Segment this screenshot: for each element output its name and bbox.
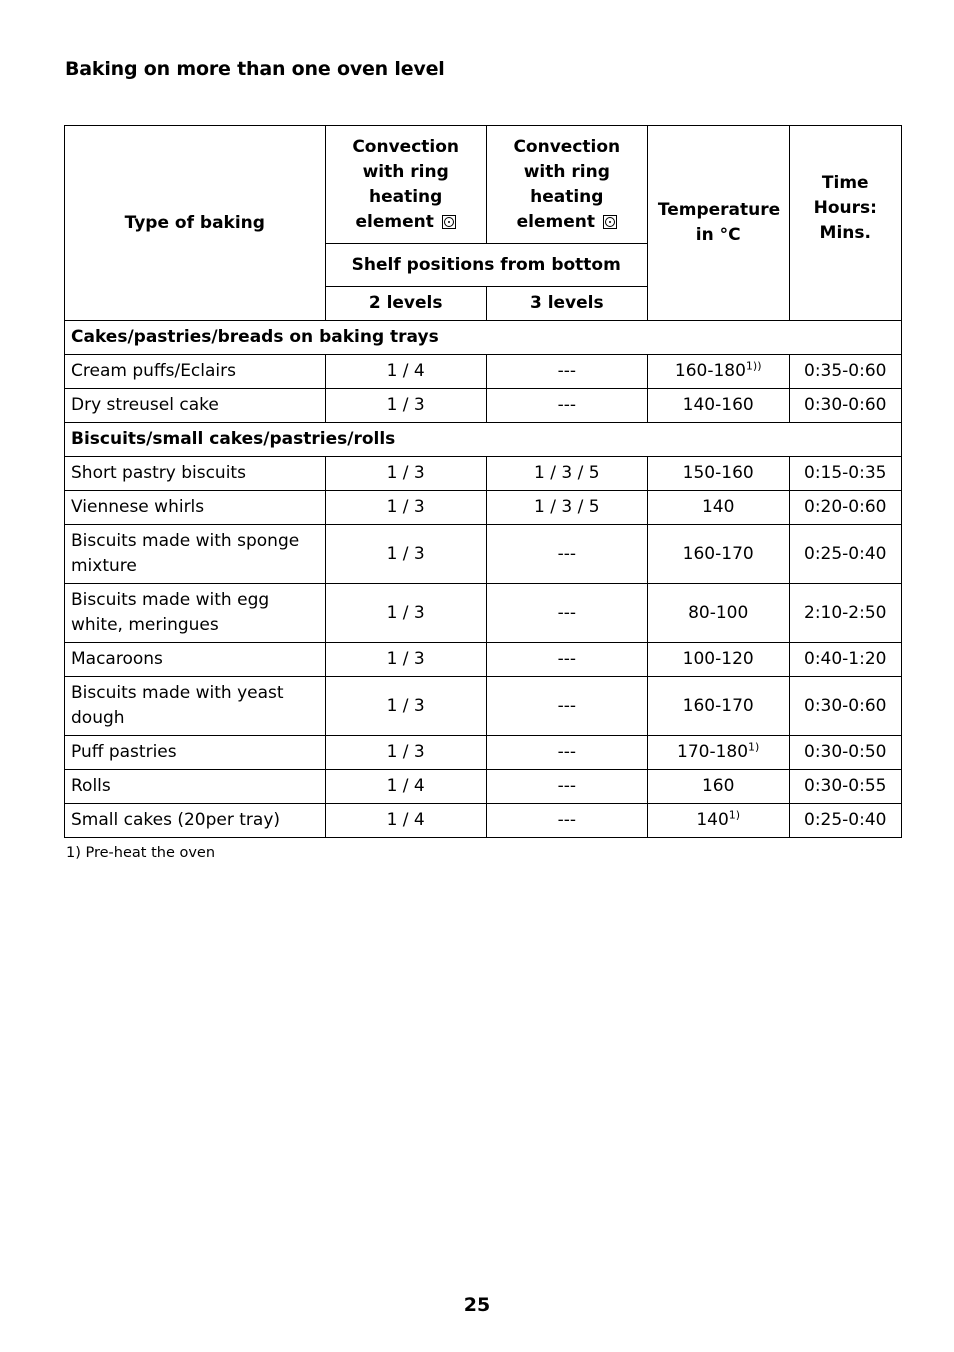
cell-3-levels: --- xyxy=(486,525,647,584)
header-2-levels: 2 levels xyxy=(325,287,486,321)
cell-time: 0:30-0:55 xyxy=(789,770,901,804)
header-temperature-label: Temperature in °C xyxy=(657,200,781,245)
cell-3-levels: --- xyxy=(486,804,647,838)
table-row xyxy=(65,736,902,770)
table-row xyxy=(65,389,902,423)
temperature-value: 80-100 xyxy=(688,602,749,623)
table-body xyxy=(65,321,902,838)
temperature-value: 140 xyxy=(701,497,735,517)
temperature-value: 160-170 xyxy=(682,543,754,564)
cell-type-of-baking: Small cakes (20per tray) xyxy=(65,804,326,838)
temperature-value: 140-160 xyxy=(682,395,754,415)
cell-3-levels: --- xyxy=(486,770,647,804)
section-title: Cakes/pastries/breads on baking trays xyxy=(65,321,902,355)
cell-2-levels: 1 / 3 xyxy=(325,677,486,736)
header-convection-label: Convection with ring heating element xyxy=(513,136,621,232)
cell-3-levels: --- xyxy=(486,677,647,736)
cell-time: 2:10-2:50 xyxy=(789,584,901,643)
section-title: Biscuits/small cakes/pastries/rolls xyxy=(65,423,902,457)
footnote-marker: 1) xyxy=(728,808,741,822)
header-time-label: Time Hours: Mins. xyxy=(813,172,877,243)
cell-time: 0:40-1:20 xyxy=(789,643,901,677)
cell-type-of-baking: Macaroons xyxy=(65,643,326,677)
cell-temperature xyxy=(647,355,789,389)
header-convection-label: Convection with ring heating element xyxy=(352,136,460,232)
cell-temperature xyxy=(647,584,789,643)
cell-temperature xyxy=(647,770,789,804)
cell-type-of-baking: Short pastry biscuits xyxy=(65,457,326,491)
cell-2-levels: 1 / 3 xyxy=(325,736,486,770)
cell-type-of-baking: Puff pastries xyxy=(65,736,326,770)
cell-type-of-baking: Dry streusel cake xyxy=(65,389,326,423)
temperature-value: 160-180 xyxy=(674,361,746,381)
cell-3-levels: --- xyxy=(486,389,647,423)
cell-3-levels: 1 / 3 / 5 xyxy=(486,491,647,525)
header-3-levels: 3 levels xyxy=(486,287,647,321)
section-row xyxy=(65,423,902,457)
cell-type-of-baking: Cream puffs/Eclairs xyxy=(65,355,326,389)
cell-3-levels: --- xyxy=(486,736,647,770)
header-convection-3-levels xyxy=(486,126,647,244)
temperature-value: 170-180 xyxy=(677,742,749,762)
table-row xyxy=(65,584,902,643)
temperature-value: 160 xyxy=(701,776,735,796)
cell-2-levels: 1 / 4 xyxy=(325,804,486,838)
cell-temperature xyxy=(647,525,789,584)
cell-temperature xyxy=(647,389,789,423)
cell-2-levels: 1 / 3 xyxy=(325,389,486,423)
cell-time: 0:30-0:60 xyxy=(789,677,901,736)
cell-time: 0:15-0:35 xyxy=(789,457,901,491)
cell-time: 0:20-0:60 xyxy=(789,491,901,525)
cell-2-levels: 1 / 4 xyxy=(325,355,486,389)
page-number: 25 xyxy=(463,1294,491,1316)
cell-temperature xyxy=(647,804,789,838)
cell-time: 0:30-0:50 xyxy=(789,736,901,770)
cell-2-levels: 1 / 3 xyxy=(325,491,486,525)
cell-type-of-baking: Rolls xyxy=(65,770,326,804)
temperature-value: 150-160 xyxy=(682,463,754,483)
cell-3-levels: --- xyxy=(486,355,647,389)
cell-time: 0:25-0:40 xyxy=(789,525,901,584)
cell-time: 0:35-0:60 xyxy=(789,355,901,389)
header-type-of-baking: Type of baking xyxy=(65,126,326,321)
cell-temperature xyxy=(647,643,789,677)
cell-2-levels: 1 / 3 xyxy=(325,643,486,677)
cell-time: 0:25-0:40 xyxy=(789,804,901,838)
table-row xyxy=(65,804,902,838)
temperature-value: 140 xyxy=(696,810,729,830)
cell-3-levels: --- xyxy=(486,584,647,643)
cell-type-of-baking: Biscuits made with yeast dough xyxy=(65,677,326,736)
table-row xyxy=(65,643,902,677)
cell-type-of-baking: Biscuits made with egg white, meringues xyxy=(65,584,326,643)
cell-2-levels: 1 / 3 xyxy=(325,584,486,643)
table-row xyxy=(65,355,902,389)
cell-2-levels: 1 / 3 xyxy=(325,457,486,491)
fan-oven-icon xyxy=(442,215,456,229)
table-row xyxy=(65,457,902,491)
fan-oven-icon xyxy=(603,215,617,229)
footnote-marker: 1)) xyxy=(745,359,762,373)
cell-time: 0:30-0:60 xyxy=(789,389,901,423)
cell-type-of-baking: Biscuits made with sponge mixture xyxy=(65,525,326,584)
cell-temperature xyxy=(647,736,789,770)
baking-table xyxy=(64,125,902,838)
cell-temperature xyxy=(647,677,789,736)
temperature-value: 160-170 xyxy=(682,695,754,716)
header-shelf-positions: Shelf positions from bottom xyxy=(325,244,647,287)
cell-2-levels: 1 / 3 xyxy=(325,525,486,584)
temperature-value: 100-120 xyxy=(682,649,754,669)
table-row xyxy=(65,770,902,804)
section-row xyxy=(65,321,902,355)
cell-3-levels: 1 / 3 / 5 xyxy=(486,457,647,491)
cell-temperature xyxy=(647,491,789,525)
header-temperature xyxy=(647,126,789,321)
cell-3-levels: --- xyxy=(486,643,647,677)
page-title: Baking on more than one oven level xyxy=(65,58,445,80)
table-row xyxy=(65,677,902,736)
footnote: 1) Pre-heat the oven xyxy=(66,845,216,861)
table-row xyxy=(65,525,902,584)
header-convection-2-levels xyxy=(325,126,486,244)
cell-type-of-baking: Viennese whirls xyxy=(65,491,326,525)
cell-2-levels: 1 / 4 xyxy=(325,770,486,804)
header-time xyxy=(789,126,901,321)
cell-temperature xyxy=(647,457,789,491)
table-row xyxy=(65,491,902,525)
footnote-marker: 1) xyxy=(748,740,760,754)
